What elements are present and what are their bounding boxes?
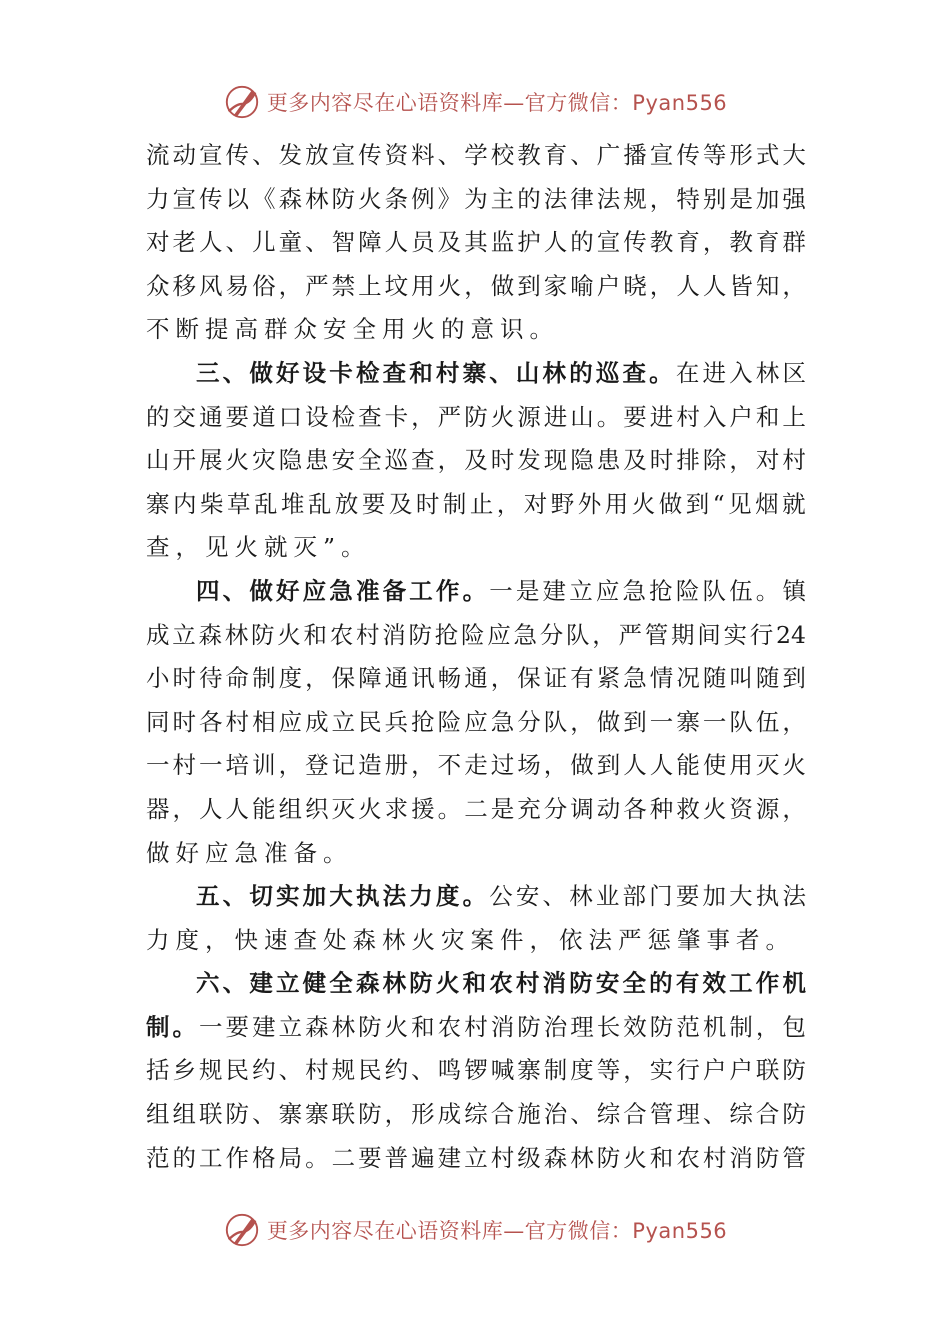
text-line: 力 宣 传 以 《 森 林 防 火 条 例 》 为 主 的 法 律 法 规 ， 特 别 是 加 强: [146, 184, 806, 213]
footer-banner: [0, 1208, 950, 1252]
text-line: 制 。 一 要 建 立 森 林 防 火 和 农 村 消 防 治 理 长 效 防 范 机 制 ， 包: [146, 1012, 806, 1041]
text-line: 三 、 做 好 设 卡 检 查 和 村 寨 、 山 林 的 巡 查 。 在 进 入 林 区: [196, 358, 806, 387]
banner-text: 更多内容尽在心语资料库—官方微信：Pyan556: [266, 1219, 728, 1243]
text-line: 六 、 建 立 健 全 森 林 防 火 和 农 村 消 防 安 全 的 有 效 工 作 机: [196, 969, 806, 998]
text-line: 成 立 森 林 防 火 和 农 村 消 防 抢 险 应 急 分 队 ， 严 管 期 间 实 行 24: [146, 620, 806, 649]
text-line: 范 的 工 作 格 局 。 二 要 普 遍 建 立 村 级 森 林 防 火 和 农 村 消 防 管: [146, 1143, 806, 1172]
text-line: 众 移 风 易 俗 ， 严 禁 上 坟 用 火 ， 做 到 家 喻 户 晓 ， 人 人 皆 知 ，: [146, 271, 806, 300]
text-line: 寨 内 柴 草 乱 堆 乱 放 要 及 时 制 止 ， 对 野 外 用 火 做 到 “ 见 烟 就: [146, 489, 806, 518]
text-line: 括 乡 规 民 约 、 村 规 民 约 、 鸣 锣 喊 寨 制 度 等 ， 实 行 户 户 联 防: [146, 1056, 806, 1085]
banner-text: 更多内容尽在心语资料库—官方微信：Pyan556: [266, 91, 728, 115]
text-line: 小 时 待 命 制 度 ， 保 障 通 讯 畅 通 ， 保 证 有 紧 急 情 况 随 叫 随 到: [146, 664, 806, 693]
header-banner: [0, 80, 950, 124]
text-line: 四 、 做 好 应 急 准 备 工 作 。 一 是 建 立 应 急 抢 险 队 伍 。 镇: [196, 576, 806, 605]
text-line: 对 老 人 、 儿 童 、 智 障 人 员 及 其 监 护 人 的 宣 传 教 育 ， 教 育 群: [146, 228, 806, 257]
text-line: 山 开 展 火 灾 隐 患 安 全 巡 查 ， 及 时 发 现 隐 患 及 时 排 除 ， 对 村: [146, 446, 806, 475]
pen-logo-icon: [223, 83, 261, 121]
text-line: 器 ， 人 人 能 组 织 灭 火 求 援 。 二 是 充 分 调 动 各 种 救 火 资 源 ，: [146, 794, 806, 823]
text-line: 做 好 应 急 准 备 。: [146, 838, 353, 867]
text-line: 不 断 提 高 群 众 安 全 用 火 的 意 识 。: [146, 315, 559, 344]
text-line: 同 时 各 村 相 应 成 立 民 兵 抢 险 应 急 分 队 ， 做 到 一 寨 一 队 伍 ，: [146, 707, 806, 736]
text-line: 一 村 一 培 训 ， 登 记 造 册 ， 不 走 过 场 ， 做 到 人 人 能 使 用 灭 火: [146, 751, 806, 780]
text-line: 力 度 ， 快 速 查 处 森 林 火 灾 案 件 ， 依 法 严 惩 肇 事 者 。: [146, 925, 795, 954]
document-body: [146, 134, 806, 1180]
text-line: 查 ， 见 火 就 灭 ” 。: [146, 533, 371, 562]
pen-logo-icon: [223, 1211, 261, 1249]
text-line: 组 组 联 防 、 寨 寨 联 防 ， 形 成 综 合 施 治 、 综 合 管 理 、 综 合 防: [146, 1100, 806, 1129]
text-line: 的 交 通 要 道 口 设 检 查 卡 ， 严 防 火 源 进 山 。 要 进 村 入 户 和 上: [146, 402, 806, 431]
text-line: 流 动 宣 传 、 发 放 宣 传 资 料 、 学 校 教 育 、 广 播 宣 传 等 形 式 大: [146, 141, 806, 169]
text-line: 五 、 切 实 加 大 执 法 力 度 。 公 安 、 林 业 部 门 要 加 大 执 法: [196, 882, 806, 911]
